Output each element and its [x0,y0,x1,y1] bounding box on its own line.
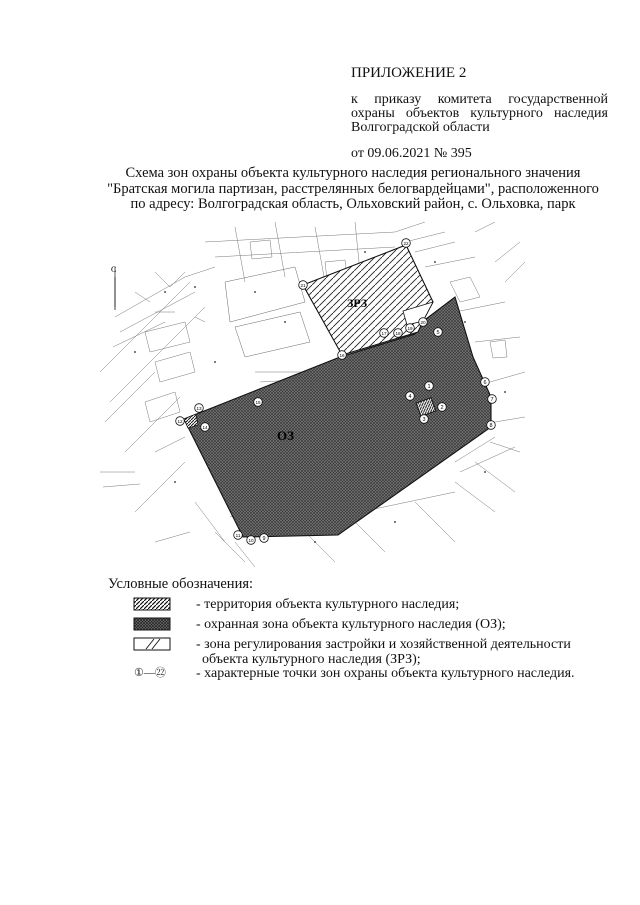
oz-swatch [132,617,172,631]
point-number: 1 [427,384,431,390]
point-number: 15 [255,400,261,405]
point-number: 22 [403,241,409,246]
scheme-title-line: по адресу: Волгоградская область, Ольховский район, с. Ольховка, парк [130,196,576,212]
point-marker [234,531,243,540]
legend-item-text-continued: объекта культурного наследия (ЗРЗ); [202,652,421,667]
scheme-title-line: "Братская могила партизан, расстрелянных белогвардейцами", расположенного [107,180,599,197]
territory-swatch [132,597,172,611]
point-marker [299,281,308,290]
appendix-title: ПРИЛОЖЕНИЕ 2 [351,65,467,81]
point-marker [406,392,415,401]
point-marker [201,423,210,432]
legend-item-text: - зона регулирования застройки и хозяйственной деятельности [196,637,571,652]
point-marker [176,417,185,426]
point-marker [487,421,496,430]
zone-oz-label: ОЗ [277,428,294,443]
zone-map [95,222,525,567]
points-symbol: ①—㉒ [134,667,166,679]
point-marker [488,395,497,404]
legend-title: Условные обозначения: [108,576,254,592]
legend-item-text: - территория объекта культурного наследия; [196,597,460,612]
scheme-title [88,166,618,213]
point-number: 3 [422,417,426,423]
point-number: 12 [177,419,183,424]
point-number: 17 [381,331,387,336]
point-number: 4 [408,394,412,400]
point-marker [260,534,269,543]
point-marker [380,329,389,338]
legend-item-text: - охранная зона объекта культурного наследия (ОЗ); [196,617,506,632]
north-label: С [111,265,117,274]
point-number: 16 [339,353,345,358]
point-marker [402,239,411,248]
zone-zrz-label: ЗРЗ [347,296,368,310]
point-marker [481,378,490,387]
point-number: 14 [202,425,208,430]
point-marker [419,318,428,327]
point-number: 5 [436,330,440,336]
point-number: 2 [440,405,444,411]
point-marker [338,351,347,360]
point-number: 6 [483,380,487,386]
point-number: 13 [196,406,202,411]
point-marker [254,398,263,407]
point-marker [406,324,415,333]
point-marker [434,328,443,337]
point-marker [394,329,403,338]
point-marker [425,382,434,391]
point-number: 10 [248,538,254,543]
point-number: 9 [262,536,266,542]
point-number: 20 [420,320,426,325]
point-number: 8 [489,423,493,429]
point-number: 18 [395,331,401,336]
point-number: 11 [235,533,241,538]
point-number: 19 [407,326,413,331]
point-marker [420,415,429,424]
point-marker [438,403,447,412]
scheme-title-line: Схема зон охраны объекта культурного наследия регионального значения [125,165,581,181]
point-marker [195,404,204,413]
point-number: 7 [490,397,494,403]
order-date: от 09.06.2021 № 395 [351,146,472,161]
north-arrow [111,265,116,310]
point-marker [247,536,256,545]
legend-item-text: - характерные точки зон охраны объекта культурного наследия. [196,666,575,681]
object-territory-corner [184,414,198,428]
point-number: 21 [300,283,306,288]
order-reference: к приказу комитета государственной охраны объектов культурного наследия Волгоградской области [351,92,608,135]
zrz-swatch [132,637,172,651]
